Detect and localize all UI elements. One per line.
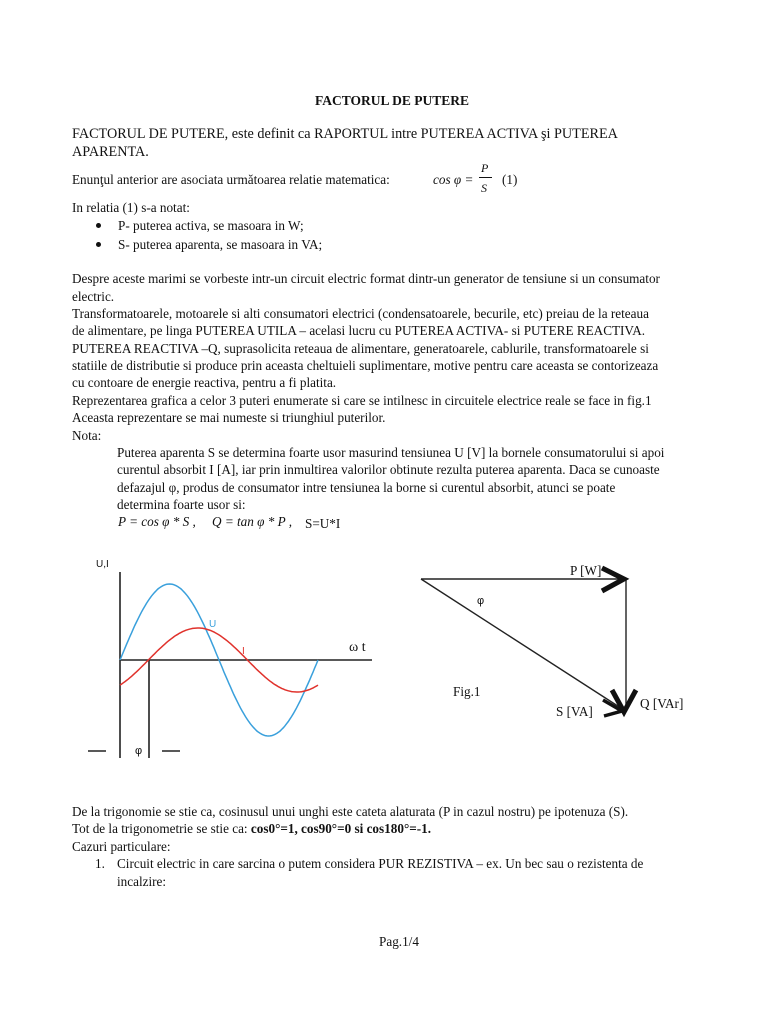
- paragraph-line: electric.: [72, 289, 115, 304]
- case-line: incalzire:: [117, 874, 167, 889]
- case-line: Circuit electric in care sarcina o putem considera PUR REZISTIVA – ex. Un bec sau o rezistenta de: [117, 856, 644, 871]
- intro-line-1: FACTORUL DE PUTERE, este definit ca RAPORTUL intre PUTEREA ACTIVA şi PUTEREA: [72, 126, 618, 142]
- intro-line-2: APARENTA.: [72, 144, 149, 160]
- label-p: P [W]: [570, 563, 602, 578]
- notation-item-p: P- puterea activa, se masoara in W;: [118, 218, 304, 233]
- note-line: Puterea aparenta S se determina foarte usor masurind tensiunea U [V] la bornele consumatorului si apoi: [117, 445, 665, 460]
- fraction-numerator: P: [481, 161, 489, 175]
- paragraph-line: Reprezentarea grafica a celor 3 puteri enumerate si care se intilnesc in circuitele electrice reale se face in fig.1: [72, 393, 652, 408]
- phi-label: φ: [135, 745, 143, 757]
- triangle-side-s: [421, 579, 624, 710]
- trig-line-2-values: cos0°=1, cos90°=0 si cos180°=-1.: [250, 821, 432, 836]
- label-q: Q [VAr]: [640, 696, 684, 711]
- paragraph-line: statiile de distributie si produce prin aceasta cheltuieli suplimentare, motive pentru care aceasta se contorizeaza: [72, 358, 659, 373]
- note-line: determina foarte usor si:: [117, 497, 246, 512]
- x-axis-label: ω t: [349, 640, 366, 655]
- paragraph-line: Aceasta reprezentare se mai numeste si triunghiul puterilor.: [72, 410, 386, 425]
- fraction-denominator: S: [481, 181, 487, 195]
- paragraph-line: PUTEREA REACTIVA –Q, suprasolicita reteaua de alimentare, generatoarele, cablurile, transformatoarele si: [72, 341, 649, 356]
- trig-line-2-prefix: Tot de la trigonometrie se stie ca:: [72, 821, 248, 836]
- curve-label-i: I: [242, 646, 245, 657]
- trig-line-1: De la trigonomie se stie ca, cosinusul unui unghi este cateta alaturata (P in cazul nostru) pe ipotenuza (S).: [72, 804, 629, 819]
- paragraph-line: Despre aceste marimi se vorbeste intr-un circuit electric format dintr-un generator de tensiune si un consumator: [72, 271, 660, 286]
- cases-heading: Cazuri particulare:: [72, 839, 171, 854]
- page-title: FACTORUL DE PUTERE: [315, 93, 470, 108]
- y-axis-label: U,I: [96, 559, 109, 570]
- equation-number: (1): [502, 172, 518, 187]
- figure-caption: Fig.1: [453, 684, 481, 699]
- curve-label-u: U: [209, 619, 217, 630]
- relation-text: Enunţul anterior are asociata următoarea relatie matematica:: [72, 172, 390, 187]
- formula-p: P = cos φ * S ,: [118, 514, 196, 529]
- page-number: Pag.1/4: [379, 934, 419, 949]
- note-line: curentul absorbit I [A], iar prin inmultirea valorilor obtinute rezulta puterea aparenta. Daca se cunoaste: [117, 462, 660, 477]
- formula-s: S=U*I: [305, 516, 341, 531]
- notation-intro: In relatia (1) s-a notat:: [72, 200, 190, 215]
- cos-phi: cos φ =: [433, 172, 474, 187]
- label-s: S [VA]: [556, 704, 593, 719]
- paragraph-line: de alimentare, pe linga PUTEREA UTILA – acelasi lucru cu PUTEREA ACTIVA- si PUTERE REACTIVA.: [72, 323, 646, 338]
- trig-line-2: [72, 822, 431, 835]
- paragraph-line: cu contoare de energie reactiva, pentru a fi platita.: [72, 375, 337, 390]
- formula-q: Q = tan φ * P ,: [212, 514, 293, 529]
- paragraph-line: Transformatoarele, motoarele si alti consumatori electrici (condensatoarele, becurile, etc) preiau de la reteaua: [72, 306, 649, 321]
- case-number: 1.: [95, 856, 105, 871]
- paragraph-line: Nota:: [72, 428, 102, 443]
- triangle-phi-label: φ: [477, 595, 485, 607]
- notation-item-s: S- puterea aparenta, se masoara in VA;: [118, 237, 323, 252]
- note-line: defazajul φ, produs de consumator intre tensiunea la borne si curentul absorbit, atunci se poate: [117, 480, 616, 495]
